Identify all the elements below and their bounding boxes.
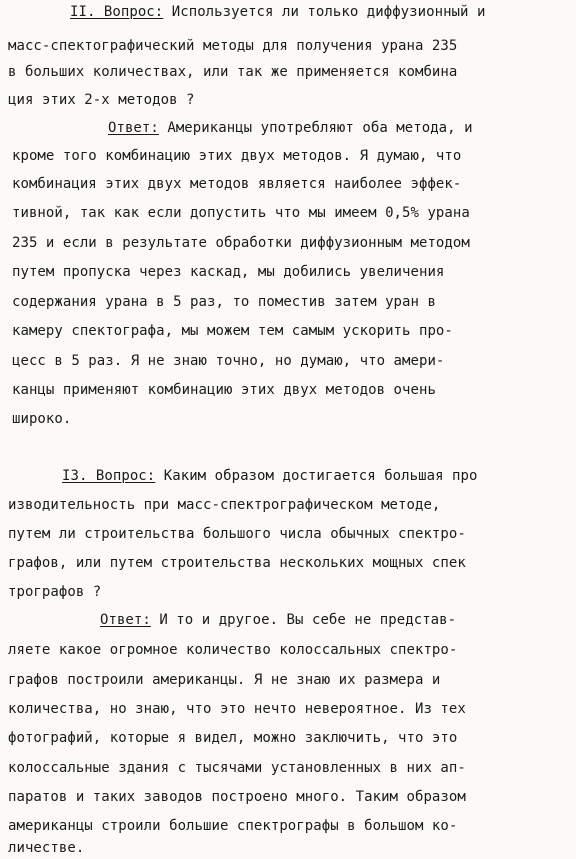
question-13-label: I3. Вопрос: [62, 468, 156, 484]
answer-11-line-10: канцы применяют комбинацию этих двух методов очень [12, 382, 436, 398]
question-13-line-4: графов, или путем строительства нескольких мощных спек [8, 555, 466, 571]
answer-11-line-3: комбинация этих двух методов является наиболее эффек- [12, 176, 462, 192]
answer-13-label: Ответ: [100, 612, 151, 628]
question-11-line-2: масс-спектографический методы для получения урана 235 [8, 38, 458, 54]
answer-13-line-8: американцы строили большие спектрографы в большом ко- [8, 818, 458, 834]
answer-11-line-2: кроме того комбинацию этих двух методов. Я думаю, что [12, 148, 462, 164]
question-11-text-1: Используется ли только диффузионный и [163, 4, 486, 20]
answer-11-text-1: Американцы употребляют оба метода, и [158, 120, 473, 136]
question-11-line-3: в больших количествах, или так же применяется комбина [8, 64, 458, 80]
answer-11-line-7: содержания урана в 5 раз, то поместив затем уран в [12, 294, 436, 310]
answer-13-line-1 [100, 610, 456, 630]
question-13-line-5: трографов ? [8, 584, 102, 600]
question-13-line-2: изводительность при масс-спектрографическом методе, [8, 497, 441, 513]
answer-13-line-3: графов построили американцы. Я не знаю их размера и [8, 672, 441, 688]
answer-13-line-9: личестве. [8, 840, 85, 856]
answer-13-line-4: количества, но знаю, что это нечто невероятное. Из тех [8, 701, 466, 717]
answer-11-line-11: широко. [12, 411, 72, 427]
question-13-line-3: путем ли строительства большого числа обычных спектро- [8, 526, 466, 542]
answer-13-text-1: И то и другое. Вы себе не представ- [150, 612, 457, 628]
answer-11-line-8: камеру спектографа, мы можем тем самым ускорить про- [12, 323, 453, 339]
answer-13-line-2: ляете какое огромное количество колоссальных спектро- [8, 642, 458, 658]
question-11-label: II. Вопрос: [70, 4, 164, 20]
answer-11-line-1 [108, 118, 473, 138]
question-13-line-1 [62, 466, 477, 486]
question-11-line-1 [70, 2, 485, 22]
answer-11-line-6: путем пропуска через каскад, мы добились увеличения [12, 264, 445, 280]
question-11-line-4: ция этих 2-х методов ? [8, 92, 195, 108]
answer-11-line-5: 235 и если в результате обработки диффузионным методом [12, 235, 470, 251]
answer-13-line-6: колоссальные здания с тысячами установленных в них ап- [8, 760, 466, 776]
question-13-text-1: Каким образом достигается большая про [155, 468, 478, 484]
answer-11-line-9: цесс в 5 раз. Я не знаю точно, но думаю, что амери- [12, 353, 445, 369]
answer-13-line-5: фотографий, которые я видел, можно заключить, что это [8, 730, 458, 746]
answer-11-line-4: тивной, так как если допустить что мы имеем 0,5% урана [12, 205, 470, 221]
answer-11-label: Ответ: [108, 120, 159, 136]
answer-13-line-7: паратов и таких заводов построено много. Таким образом [8, 789, 466, 805]
